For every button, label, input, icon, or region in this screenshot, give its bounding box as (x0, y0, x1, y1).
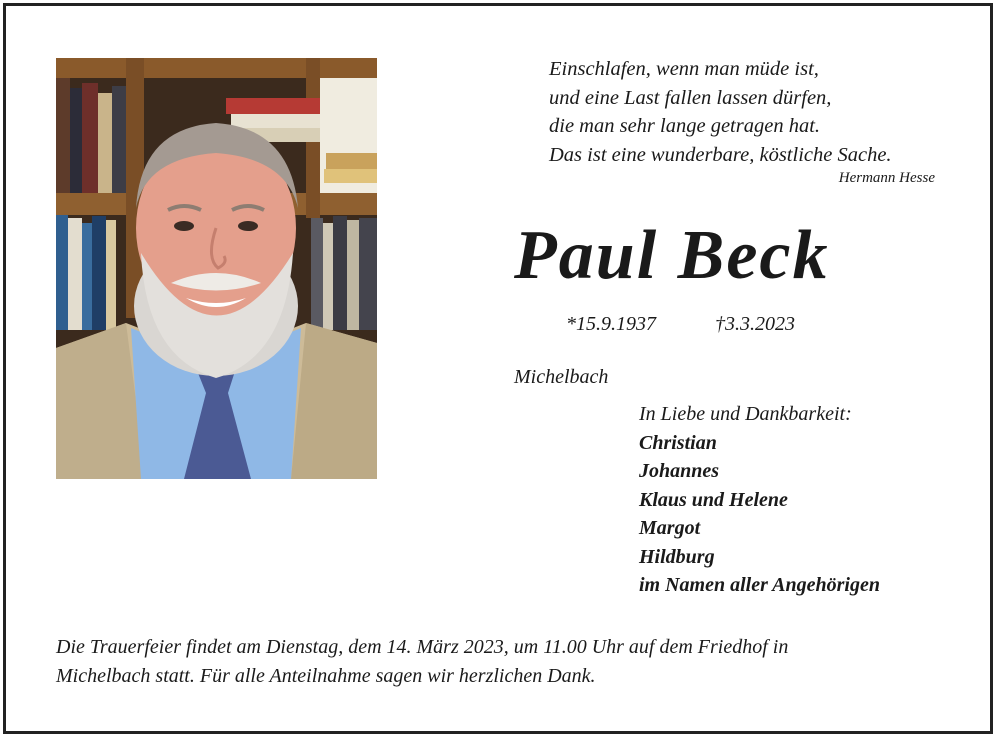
quote-author: Hermann Hesse (838, 170, 935, 186)
mourners-block (639, 400, 880, 600)
hometown: Michelbach (514, 366, 609, 388)
funeral-notice (56, 633, 956, 690)
mourner-name: Johannes (639, 460, 720, 482)
quote-line: Das ist eine wunderbare, köstliche Sache. (549, 143, 892, 166)
deceased-name: Paul Beck (514, 217, 830, 294)
quote-line: die man sehr lange getragen hat. (549, 115, 821, 137)
mourners-intro: In Liebe und Dankbarkeit: (639, 403, 852, 425)
quote-line: Einschlafen, wenn man müde ist, (549, 58, 819, 80)
mourner-name: Margot (639, 517, 701, 539)
funeral-notice-line: Michelbach statt. Für alle Anteilnahme sagen wir herzlichen Dank. (56, 664, 596, 687)
portrait-photo (56, 58, 377, 479)
mourner-name: Klaus und Helene (639, 488, 788, 511)
death-date: †3.3.2023 (715, 313, 795, 335)
mourner-name: im Namen aller Angehörigen (639, 574, 880, 596)
birth-date: *15.9.1937 (566, 313, 656, 335)
mourner-name: Christian (639, 431, 717, 454)
quote-block (549, 55, 949, 169)
quote-line: und eine Last fallen lassen dürfen, (549, 86, 832, 109)
mourner-name: Hildburg (639, 545, 715, 568)
funeral-notice-line: Die Trauerfeier findet am Dienstag, dem 14. März 2023, um 11.00 Uhr auf dem Friedhof in (56, 636, 789, 658)
